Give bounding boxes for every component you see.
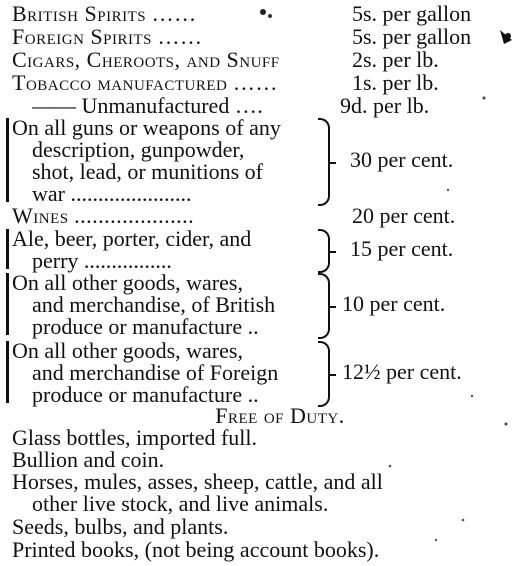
group-brace	[318, 229, 330, 273]
group-brace	[318, 341, 330, 407]
duty-rate: 20 per cent.	[352, 204, 456, 228]
group-bracket-left	[6, 118, 9, 202]
duty-rate: 5s. per gallon	[352, 2, 472, 26]
duty-name: Cigars, Cheroots, and Snuff	[12, 48, 280, 72]
duty-name: Wines	[12, 204, 69, 228]
duty-row	[12, 25, 514, 49]
group-line: and merchandise of Foreign	[32, 361, 279, 385]
duty-leader: ……	[151, 2, 197, 26]
free-item: Bullion and coin.	[12, 448, 165, 472]
duty-row	[32, 94, 514, 118]
duty-row	[12, 71, 514, 95]
group-line: produce or manufacture ..	[32, 315, 259, 339]
group-line: description, gunpowder,	[32, 138, 245, 162]
free-item: Horses, mules, asses, sheep, cattle, and all	[12, 470, 383, 494]
duty-leader: ……	[157, 25, 203, 49]
group-brace	[318, 118, 330, 206]
group-rate: 12½ per cent.	[342, 360, 462, 384]
group-rate: 10 per cent.	[342, 292, 446, 316]
duty-name: —— Unmanufactured	[32, 94, 230, 118]
duty-row	[12, 48, 514, 72]
free-item: other live stock, and live animals.	[32, 492, 329, 516]
group-brace	[318, 273, 330, 339]
group-line: perry ................	[32, 249, 172, 273]
group-rate: 30 per cent.	[350, 148, 454, 172]
group-line: On all other goods, wares,	[12, 271, 243, 295]
free-of-duty-heading: Free of Duty.	[215, 403, 345, 428]
duty-rate: 5s. per gallon	[352, 25, 472, 49]
duty-rate: 2s. per lb.	[352, 48, 439, 72]
group-bracket-left	[6, 341, 9, 403]
group-bracket-left	[6, 229, 9, 269]
group-bracket-left	[6, 273, 9, 335]
group-line: and merchandise, of British	[32, 293, 276, 317]
group-line: war ......................	[32, 182, 192, 206]
group-line: On all guns or weapons of any	[12, 116, 281, 140]
free-item: Printed books, (not being account books).	[12, 538, 380, 562]
group-line: Ale, beer, porter, cider, and	[12, 227, 252, 251]
duty-name: Foreign Spirits	[12, 25, 152, 49]
group-rate: 15 per cent.	[350, 237, 454, 261]
free-item: Seeds, bulbs, and plants.	[12, 515, 229, 539]
duty-leader: ……	[232, 71, 278, 95]
duty-name: Tobacco manufactured	[12, 71, 228, 95]
group-line: On all other goods, wares,	[12, 339, 243, 363]
duty-name: British Spirits	[12, 2, 147, 26]
group-line: produce or manufacture ..	[32, 383, 259, 407]
duty-rate: 1s. per lb.	[352, 71, 439, 95]
free-item: Glass bottles, imported full.	[12, 426, 258, 450]
duty-leader: ….	[234, 94, 264, 118]
duty-row	[12, 2, 514, 26]
duty-rate: 9d. per lb.	[340, 94, 430, 118]
group-line: shot, lead, or munitions of	[32, 160, 263, 184]
duty-leader: ....................	[74, 204, 195, 228]
duty-row	[12, 204, 514, 228]
